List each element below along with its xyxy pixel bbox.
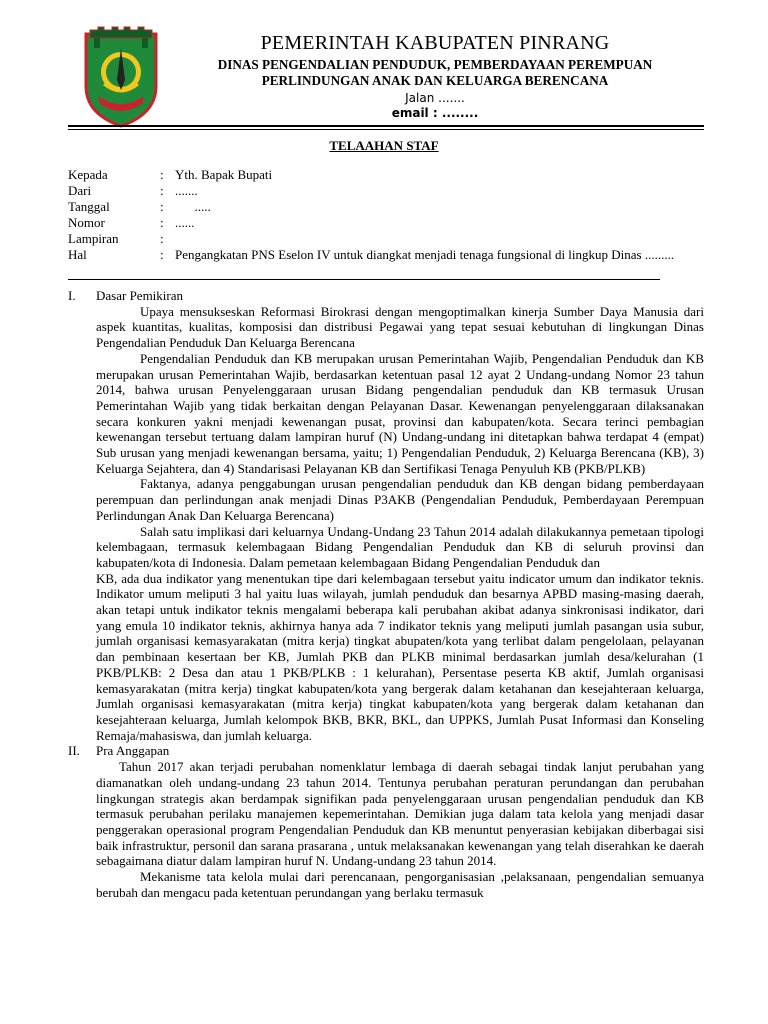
- meta-value: [175, 231, 708, 247]
- section-heading: [68, 743, 704, 759]
- paragraph: KB, ada dua indikator yang menentukan tipe dari kelembagaan tersebut yaitu indicator umum dan indikator teknis. Indikator umum meliputi 3 hal yaitu luas wilayah, jumlah penduduk dan besarnya APBD masing-masing daerah, akan tetapi untuk indikator teknis mengalami beberapa kali perubahan akibat adanya sinkronisasi indikator, dari yang emula 10 indikator teknis, akhirnya hanya ada 7 indikator teknis yang meliputi jumlah pasangan usia subur, jumlah organisasi kemasyarakatan (mitra kerja) tingkat abupaten/kota yang terlibat dalam pengelolaan, pelayanan dan pembinaan kesertaan ber KB, Jumlah PKB dan PLKB minimal berdasarkan jumlah desa/kelurahan (1 PKB/PLKB: 2 Desa dan atau 1 PKB/PLKB : 1 kelurahan), Persentase peserta KB aktif, Jumlah organisasi kemasyarakatan (mitra kerja) tingkat kabupaten/kota yang bergerak dalam ketahanan dan kesejahteraan keluarga, Jumlah organisasi kemasyarakatan (mitra kerja) tingkat kabupaten/kota yang bergerak dalam ketahanan dan kesejahteraan keluarga, Jumlah kelompok BKB, BKR, BKL, dan UPPKS, Jumlah Pusat Informasi dan Konseling Remaja/mahasiswa, dan jumlah keluarga.: [96, 570, 704, 743]
- meta-colon: :: [160, 247, 164, 262]
- meta-colon: :: [160, 231, 164, 246]
- meta-key: Tanggal: [68, 199, 110, 214]
- meta-row-nomor: [68, 215, 708, 231]
- agency-name-line1: DINAS PENGENDALIAN PENDUDUK, PEMBERDAYAAN PEREMPUAN: [217, 57, 653, 72]
- meta-row-lampiran: [68, 231, 708, 247]
- meta-key: Dari: [68, 183, 92, 198]
- meta-key: Hal: [68, 247, 87, 262]
- paragraph: Faktanya, adanya penggabungan urusan pengendalian penduduk dan KB dengan bidang pemberdayaan perempuan dan perlindungan anak menjadi Dinas P3AKB (Pengendalian Penduduk, Pemberdayaan Perempuan Perlindungan Anak Dan Keluarga Berencana): [96, 476, 704, 523]
- meta-colon: :: [160, 199, 164, 214]
- government-name: PEMERINTAH KABUPATEN PINRANG: [260, 32, 610, 54]
- section-title: Pra Anggapan: [96, 743, 170, 759]
- meta-row-dari: [68, 183, 708, 199]
- meta-row-hal: [68, 247, 708, 263]
- section-title: Dasar Pemikiran: [96, 288, 184, 303]
- meta-row-tanggal: [68, 199, 708, 215]
- meta-key: Lampiran: [68, 231, 119, 246]
- paragraph: Tahun 2017 akan terjadi perubahan nomenklatur lembaga di daerah sebagai tindak lanjut perubahan yang diamanatkan oleh undang-undang 23 tahun 2014. Tentunya perubahan peraturan perundangan dan perubahan lingkungan strategis akan berdampak signifikan pada penyelenggaraan urusan pengendalian penduduk dan KB termasuk perubahan perilaku manajemen kepemerintahan. Demikian juga dalam tata kelola yang menjadi dasar penggerakan operasional program Pengendalian Penduduk dan KB menuntut penyerasian kebijakan diberbagai sisi baik infrastruktur, personil dan sarana prasarana , untuk melaksanakan kewenangan yang telah diserahkan ke daerah sebagaimana diatur dalam lampiran huruf N. Undang-undang 23 tahun 2014.: [96, 759, 704, 869]
- meta-row-kepada: [68, 167, 708, 183]
- meta-value: ......: [175, 215, 195, 230]
- agency-name-line2: PERLINDUNGAN ANAK DAN KELUARGA BERENCANA: [261, 73, 609, 88]
- meta-key: Kepada: [68, 167, 108, 182]
- meta-value: Yth. Bapak Bupati: [175, 167, 273, 182]
- letterhead-rule-thin: [68, 129, 704, 130]
- meta-colon: :: [160, 167, 164, 182]
- meta-colon: :: [160, 183, 164, 198]
- meta-colon: :: [160, 215, 164, 230]
- paragraph: Salah satu implikasi dari keluarnya Undang-Undang 23 Tahun 2014 adalah dilakukannya pemetaan tipologi kelembagaan, termasuk kelembagaan Bidang Pengendalian Penduduk dan KB di seluruh provinsi dan kabupaten/kota di Indonesia. Dalam pemetaan kelembagaan Bidang Pengendalian Penduduk dan: [96, 523, 704, 570]
- paragraph: Upaya mensukseskan Reformasi Birokrasi dengan mengoptimalkan kinerja Sumber Daya Manusia dari aspek kuantitas, kualitas, komposisi dan distribusi Pegawai yang tepat sesuai kebutuhan di lingkungan Dinas Pengendalian Penduduk Dan Keluarga Berencana: [96, 303, 704, 351]
- paragraph: Mekanisme tata kelola mulai dari perencanaan, pengorganisasian ,pelaksanaan, pengendalian semuanya berubah dan mengacu pada ketentuan perundangan yang berlaku termasuk: [96, 869, 704, 900]
- section-number: I.: [68, 288, 76, 303]
- section-heading: [68, 288, 704, 304]
- meta-value: .....: [175, 199, 211, 214]
- letterhead-rule-thick: [68, 125, 704, 127]
- kabupaten-pinrang-logo: [78, 24, 164, 128]
- paragraph: Pengendalian Penduduk dan KB merupakan urusan Pemerintahan Wajib, Pengendalian Penduduk dan KB merupakan urusan Pemerintahan Wajib, berdasarkan ketentuan pasal 12 ayat 2 Undang-undang Nomor 23 tahun 2014, bahwa urusan Penyelenggaraan urusan Bidang pengendalian penduduk dan KB termasuk Urusan Pemerintahan Wajib yang tidak berkaitan dengan Pelayanan Dasar. Kewenangan penyelenggaraan dilaksanakan secara konkuren yakni menjadi kewenangan pusat, provinsi dan kabupaten/kota. Secara terinci pembagian kewenangan tersebut tertuang dalam lampiran huruf (N) Undang-undang ini ditetapkan bahwa terdapat 4 (empat) Sub urusan yang menjadi kewenangan bersama, yaitu; 1) Pengendalian Penduduk, 2) Keluarga Berencana (KB), 3) Keluarga Sejahtera, dan 4) Standarisasi Pelayanan KB dan Sertifikasi Tenaga Penyuluh KB (PKB/PLKB): [96, 350, 704, 476]
- document-title: TELAAHAN STAF: [329, 138, 439, 153]
- section-number: II.: [68, 743, 80, 759]
- document-body: [68, 288, 704, 900]
- meta-divider: [68, 279, 660, 280]
- agency-email: email : ........: [391, 106, 479, 120]
- agency-address: Jalan .......: [405, 91, 465, 105]
- meta-value: .......: [175, 183, 198, 198]
- meta-key: Nomor: [68, 215, 105, 230]
- meta-value: Pengangkatan PNS Eselon IV untuk diangkat menjadi tenaga fungsional di lingkup Dinas .........: [175, 247, 675, 262]
- memo-meta: [68, 167, 708, 263]
